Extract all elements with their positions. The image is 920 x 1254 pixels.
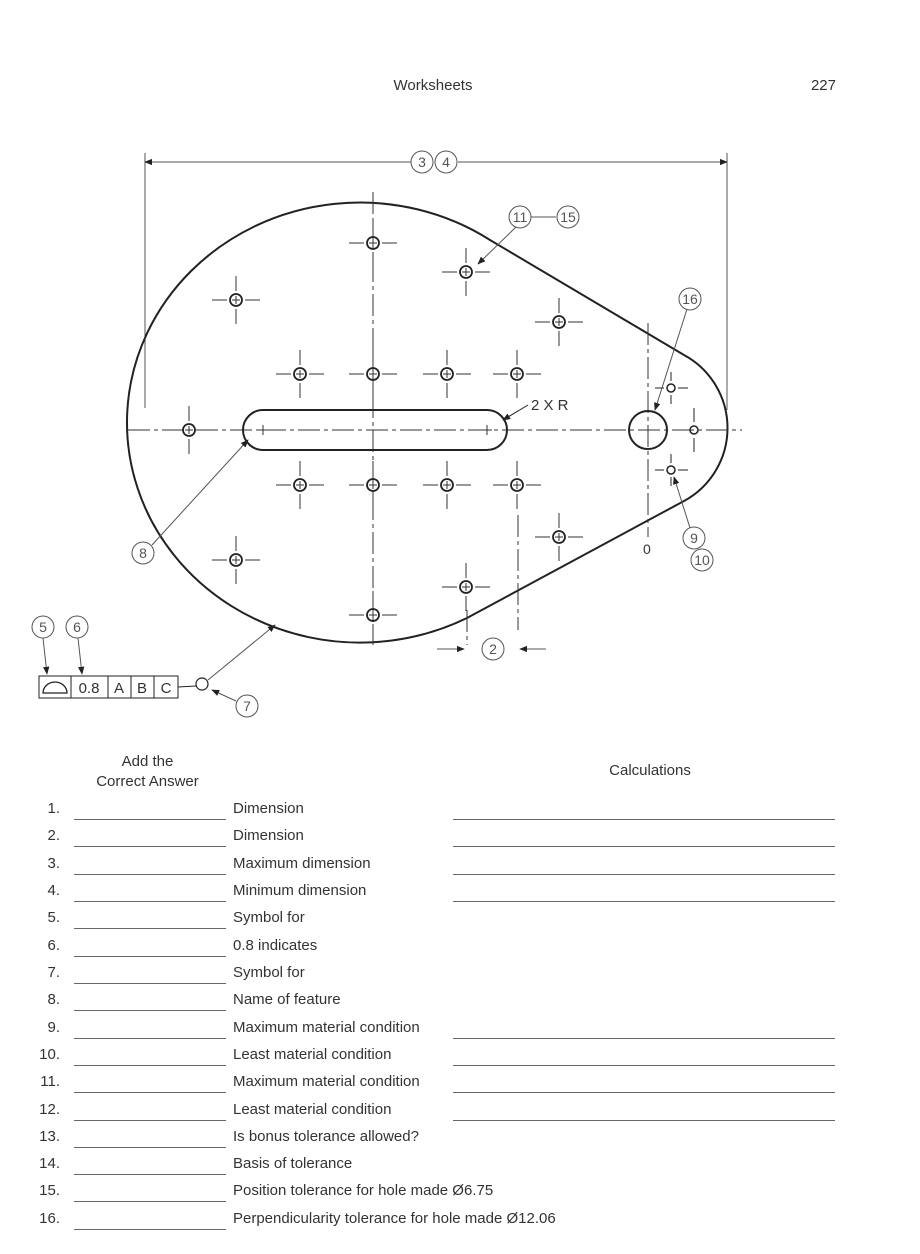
row-label: Minimum dimension bbox=[233, 882, 367, 899]
row-number: 2. bbox=[47, 827, 60, 844]
hole bbox=[493, 461, 541, 509]
hole bbox=[349, 219, 397, 267]
callout-16 bbox=[679, 288, 701, 310]
callout-10 bbox=[691, 549, 713, 571]
svg-text:6: 6 bbox=[73, 619, 81, 635]
table-row bbox=[0, 1101, 920, 1128]
calculation-blank[interactable] bbox=[453, 1038, 835, 1039]
row-number: 1. bbox=[47, 800, 60, 817]
row-number: 11. bbox=[40, 1073, 60, 1090]
svg-text:3: 3 bbox=[418, 154, 426, 170]
hole bbox=[442, 563, 490, 611]
table-row bbox=[0, 937, 920, 964]
row-label: Symbol for bbox=[233, 964, 305, 981]
table-row bbox=[0, 964, 920, 991]
table-row bbox=[0, 909, 920, 936]
calculation-blank[interactable] bbox=[453, 1065, 835, 1066]
answer-blank[interactable] bbox=[74, 901, 226, 902]
hole bbox=[349, 461, 397, 509]
hole bbox=[276, 350, 324, 398]
callout-7 bbox=[236, 695, 258, 717]
row-number: 5. bbox=[47, 909, 60, 926]
fcf-tolerance: 0.8 bbox=[78, 680, 100, 697]
hole bbox=[493, 350, 541, 398]
zero-label: 0 bbox=[643, 541, 651, 557]
callout-11 bbox=[509, 206, 531, 228]
hole bbox=[276, 461, 324, 509]
svg-text:8: 8 bbox=[139, 545, 147, 561]
answer-blank[interactable] bbox=[74, 819, 226, 820]
callout-9 bbox=[683, 527, 705, 549]
row-number: 3. bbox=[47, 855, 60, 872]
row-label: Least material condition bbox=[233, 1101, 392, 1118]
svg-text:11: 11 bbox=[512, 209, 528, 225]
table-row bbox=[0, 855, 920, 882]
row-label: Maximum material condition bbox=[233, 1019, 420, 1036]
svg-text:10: 10 bbox=[694, 552, 710, 568]
answer-blank[interactable] bbox=[74, 983, 226, 984]
profile-of-surface-icon bbox=[43, 682, 67, 693]
answer-blank[interactable] bbox=[74, 1147, 226, 1148]
table-row bbox=[0, 1046, 920, 1073]
hole bbox=[165, 406, 213, 454]
hole-pattern bbox=[165, 219, 583, 639]
answer-blank[interactable] bbox=[74, 1229, 226, 1230]
svg-text:15: 15 bbox=[560, 209, 576, 225]
table-row bbox=[0, 1155, 920, 1182]
table-row bbox=[0, 800, 920, 827]
fcf-datum-c: C bbox=[160, 680, 172, 697]
answer-blank[interactable] bbox=[74, 1174, 226, 1175]
row-number: 7. bbox=[47, 964, 60, 981]
row-number: 4. bbox=[47, 882, 60, 899]
fcf-datum-a: A bbox=[113, 680, 125, 697]
hole bbox=[349, 350, 397, 398]
hole bbox=[349, 591, 397, 639]
hole bbox=[535, 513, 583, 561]
row-label: Dimension bbox=[233, 827, 304, 844]
row-number: 8. bbox=[47, 991, 60, 1008]
calculation-blank[interactable] bbox=[453, 846, 835, 847]
row-number: 12. bbox=[39, 1101, 60, 1118]
svg-text:9: 9 bbox=[690, 530, 698, 546]
calculation-blank[interactable] bbox=[453, 1120, 835, 1121]
slot-leader bbox=[503, 405, 528, 420]
center-lines bbox=[128, 192, 742, 645]
table-row bbox=[0, 1073, 920, 1100]
callout-6 bbox=[66, 616, 88, 638]
svg-text:2: 2 bbox=[489, 641, 497, 657]
fcf-datum-b: B bbox=[136, 680, 148, 697]
row-number: 6. bbox=[47, 937, 60, 954]
row-number: 9. bbox=[47, 1019, 60, 1036]
callout-2 bbox=[482, 638, 504, 660]
engineering-drawing bbox=[0, 130, 920, 730]
row-label: Is bonus tolerance allowed? bbox=[233, 1128, 419, 1145]
answer-blank[interactable] bbox=[74, 1065, 226, 1066]
page-number: 227 bbox=[810, 77, 836, 94]
row-number: 15. bbox=[39, 1182, 60, 1199]
slot-note: 2 X R bbox=[531, 397, 569, 414]
row-label: 0.8 indicates bbox=[233, 937, 318, 954]
all-around-icon bbox=[196, 678, 208, 690]
hole bbox=[442, 248, 490, 296]
callout-3 bbox=[411, 151, 433, 173]
leader-lines bbox=[43, 217, 690, 701]
row-number: 16. bbox=[39, 1210, 60, 1227]
callout-15 bbox=[557, 206, 579, 228]
answer-blank[interactable] bbox=[74, 1092, 226, 1093]
row-number: 14. bbox=[39, 1155, 60, 1172]
answer-blank[interactable] bbox=[74, 874, 226, 875]
answer-blank[interactable] bbox=[74, 1201, 226, 1202]
table-row bbox=[0, 1182, 920, 1209]
row-label: Position tolerance for hole made Ø6.75 bbox=[233, 1182, 494, 1199]
table-row bbox=[0, 1210, 920, 1237]
callout-5 bbox=[32, 616, 54, 638]
answer-column-header: Add the Correct Answer bbox=[96, 753, 199, 790]
row-number: 13. bbox=[39, 1128, 60, 1145]
calculation-blank[interactable] bbox=[453, 1092, 835, 1093]
row-label: Least material condition bbox=[233, 1046, 392, 1063]
calculation-blank[interactable] bbox=[453, 819, 835, 820]
hole bbox=[212, 536, 260, 584]
calculation-blank[interactable] bbox=[453, 901, 835, 902]
table-row bbox=[0, 827, 920, 854]
part-outline bbox=[127, 203, 728, 643]
hole bbox=[535, 298, 583, 346]
svg-text:4: 4 bbox=[442, 154, 450, 170]
feature-control-frame bbox=[39, 676, 208, 698]
table-row bbox=[0, 882, 920, 909]
overall-dimension bbox=[145, 153, 727, 410]
callout-8 bbox=[132, 542, 154, 564]
row-label: Maximum dimension bbox=[233, 855, 371, 872]
table-row bbox=[0, 991, 920, 1018]
answer-blank[interactable] bbox=[74, 1120, 226, 1121]
row-number: 10. bbox=[39, 1046, 60, 1063]
answer-blank[interactable] bbox=[74, 956, 226, 957]
hole bbox=[423, 461, 471, 509]
page-header-title: Worksheets bbox=[393, 77, 473, 94]
calculation-blank[interactable] bbox=[453, 874, 835, 875]
svg-text:16: 16 bbox=[682, 291, 698, 307]
row-label: Dimension bbox=[233, 800, 304, 817]
hole bbox=[212, 276, 260, 324]
answer-blank[interactable] bbox=[74, 1010, 226, 1011]
table-row bbox=[0, 1019, 920, 1046]
svg-text:5: 5 bbox=[39, 619, 47, 635]
svg-text:7: 7 bbox=[243, 698, 251, 714]
answer-blank[interactable] bbox=[74, 1038, 226, 1039]
answer-blank[interactable] bbox=[74, 928, 226, 929]
row-label: Perpendicularity tolerance for hole made Ø12.06 bbox=[233, 1210, 556, 1227]
row-label: Maximum material condition bbox=[233, 1073, 420, 1090]
hole bbox=[423, 350, 471, 398]
row-label: Basis of tolerance bbox=[233, 1155, 353, 1172]
callout-4 bbox=[435, 151, 457, 173]
calculations-column-header: Calculations bbox=[609, 762, 691, 779]
table-row bbox=[0, 1128, 920, 1155]
row-label: Symbol for bbox=[233, 909, 305, 926]
answer-blank[interactable] bbox=[74, 846, 226, 847]
row-label: Name of feature bbox=[233, 991, 341, 1008]
